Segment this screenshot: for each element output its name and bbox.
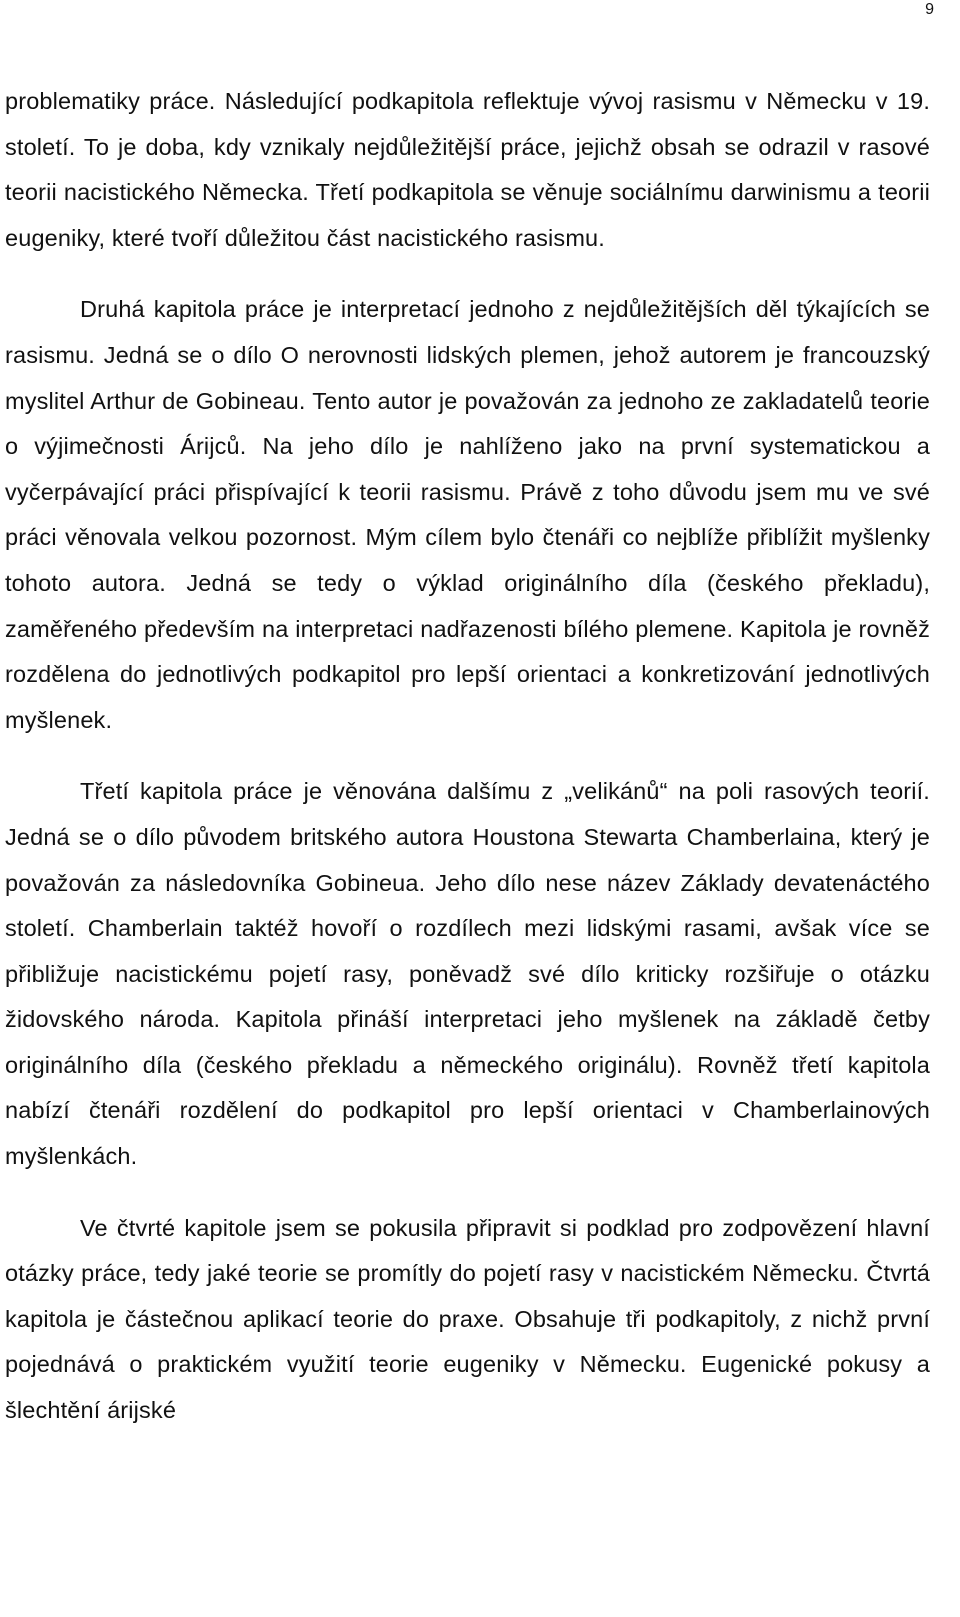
paragraph-1: problematiky práce. Následující podkapitola reflektuje vývoj rasismu v Německu v 19. století. To je doba, kdy vznikaly nejdůležitější práce, jejichž obsah se odrazil v rasové teorii nacistického Německa. Třetí podkapitola se věnuje sociálnímu darwinismu a teorii eugeniky, které tvoří důležitou část nacistického rasismu. bbox=[5, 88, 930, 251]
document-body bbox=[5, 79, 930, 1460]
page-number: 9 bbox=[925, 1, 934, 18]
paragraph-2: Druhá kapitola práce je interpretací jednoho z nejdůležitějších děl týkajících se rasismu. Jedná se o dílo O nerovnosti lidských plemen, jehož autorem je francouzský myslitel Arthur de Gobineau. Tento autor je považován za jednoho ze zakladatelů teorie o výjimečnosti Árijců. Na jeho dílo je nahlíženo jako na první systematickou a vyčerpávající práci přispívající k teorii rasismu. Právě z toho důvodu jsem mu ve své práci věnovala velkou pozornost. Mým cílem bylo čtenáři co nejblíže přiblížit myšlenky tohoto autora. Jedná se tedy o výklad originálního díla (českého překladu), zaměřeného především na interpretaci nadřazenosti bílého plemene. Kapitola je rovněž rozdělena do jednotlivých podkapitol pro lepší orientaci a konkretizování jednotlivých myšlenek. bbox=[5, 296, 930, 733]
paragraph-3: Třetí kapitola práce je věnována dalšímu z „velikánů“ na poli rasových teorií. Jedná se o dílo původem britského autora Houstona Stewarta Chamberlaina, který je považován za následovníka Gobineua. Jeho dílo nese název Základy devatenáctého století. Chamberlain taktéž hovoří o rozdílech mezi lidskými rasami, avšak více se přibližuje nacistickému pojetí rasy, poněvadž své dílo kriticky rozšiřuje o otázku židovského národa. Kapitola přináší interpretaci jeho myšlenek na základě četby originálního díla (českého překladu a německého originálu). Rovněž třetí kapitola nabízí čtenáři rozdělení do podkapitol pro lepší orientaci v Chamberlainových myšlenkách. bbox=[5, 778, 930, 1170]
paragraph-4: Ve čtvrté kapitole jsem se pokusila připravit si podklad pro zodpovězení hlavní otázky práce, tedy jaké teorie se promítly do pojetí rasy v nacistickém Německu. Čtvrtá kapitola je částečnou aplikací teorie do praxe. Obsahuje tři podkapitoly, z nichž první pojednává o praktickém využití teorie eugeniky v Německu. Eugenické pokusy a šlechtění árijské bbox=[5, 1214, 930, 1424]
